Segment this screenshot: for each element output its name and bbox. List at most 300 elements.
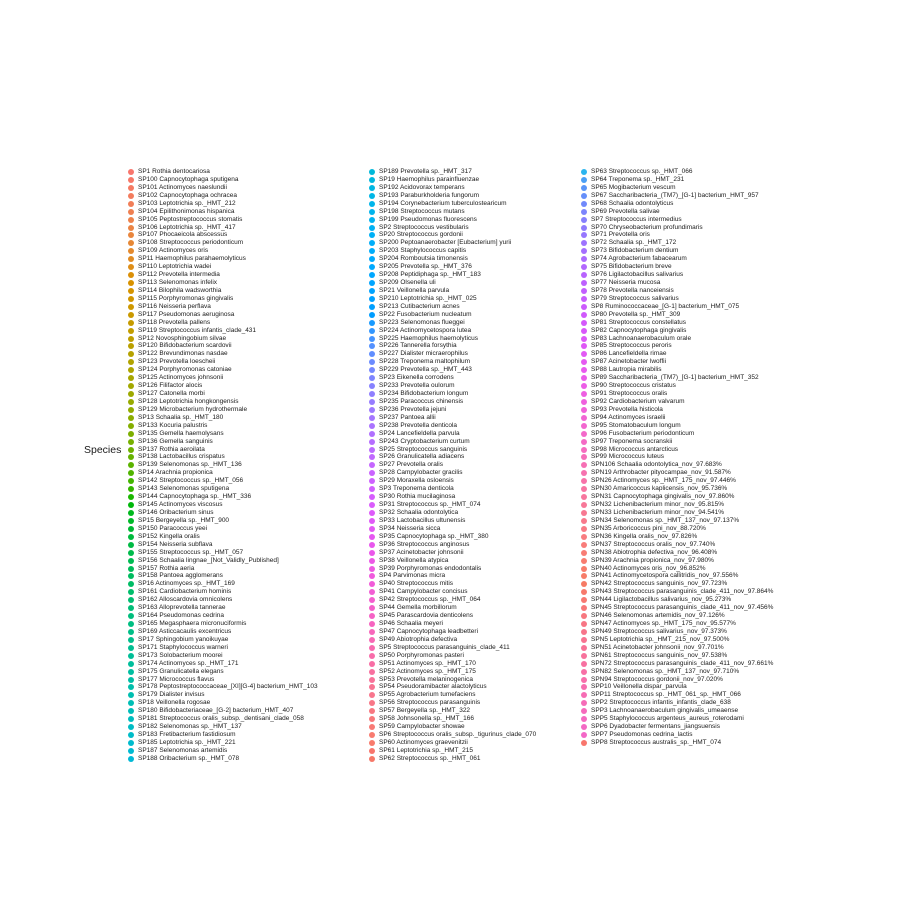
legend-color-key: [369, 272, 375, 278]
legend-color-key: [369, 336, 375, 342]
legend-color-key: [581, 518, 587, 524]
legend-color-key: [369, 621, 375, 627]
legend-label: SP88 Lautropia mirabilis: [591, 366, 662, 374]
legend-color-key: [369, 185, 375, 191]
legend-label: SP95 Stomatobaculum longum: [591, 421, 681, 429]
legend-color-key: [581, 637, 587, 643]
legend-label: SP192 Acidovorax temperans: [379, 183, 465, 191]
legend-color-key: [581, 684, 587, 690]
legend-label: SP61 Leptotrichia sp._HMT_215: [379, 746, 473, 754]
legend-color-key: [581, 359, 587, 365]
legend-color-key: [128, 399, 134, 405]
legend-label: SP56 Streptococcus parasanguinis: [379, 699, 481, 707]
legend-color-key: [128, 692, 134, 698]
legend-color-key: [128, 716, 134, 722]
legend-label: SPN36 Kingella oralis_nov_97.826%: [591, 532, 698, 540]
legend-color-key: [369, 431, 375, 437]
legend-color-key: [369, 581, 375, 587]
legend-label: SP234 Bifidobacterium longum: [379, 390, 469, 398]
legend-color-key: [369, 756, 375, 762]
legend-label: SP16 Actinomyces sp._HMT_169: [138, 580, 235, 588]
legend-color-key: [128, 209, 134, 215]
legend-label: SP110 Leptotrichia wadei: [138, 263, 212, 271]
legend-color-key: [128, 217, 134, 223]
legend-label: SP93 Prevotella histicola: [591, 405, 663, 413]
legend-color-key: [581, 621, 587, 627]
legend-label: SP223 Selenomonas flueggei: [379, 318, 465, 326]
legend-color-key: [128, 343, 134, 349]
legend-color-key: [369, 462, 375, 468]
legend-label: SP13 Schaalia sp._HMT_180: [138, 413, 224, 421]
legend-label: SPN49 Streptococcus salivarius_nov_97.373%: [591, 627, 727, 635]
legend-label: SP118 Prevotella pallens: [138, 318, 211, 326]
legend-color-key: [128, 320, 134, 326]
legend-color-key: [369, 542, 375, 548]
legend-label: SP146 Oribacterium sinus: [138, 508, 214, 516]
legend-color-key: [369, 740, 375, 746]
legend-color-key: [128, 296, 134, 302]
legend-color-key: [369, 169, 375, 175]
legend-label: SP64 Treponema sp._HMT_231: [591, 175, 685, 183]
legend-color-key: [369, 328, 375, 334]
legend-label: SP4 Parvimonas micra: [379, 572, 446, 580]
legend-label: SP181 Streptococcus oralis_subsp._dentisani_clade_058: [138, 715, 304, 723]
legend-color-key: [128, 510, 134, 516]
legend-color-key: [128, 669, 134, 675]
legend-label: SP200 Peptoanaerobacter [Eubacterium] yurii: [379, 239, 512, 247]
legend-color-key: [128, 185, 134, 191]
legend-color-key: [581, 708, 587, 714]
legend-color-key: [369, 613, 375, 619]
legend-color-key: [128, 312, 134, 318]
legend-color-key: [581, 201, 587, 207]
legend-color-key: [581, 573, 587, 579]
legend-color-key: [128, 550, 134, 556]
legend-label: SP55 Agrobacterium tumefaciens: [379, 691, 476, 699]
legend-color-key: [581, 724, 587, 730]
legend-color-key: [581, 716, 587, 722]
legend-label: SP136 Gemella sanguinis: [138, 437, 213, 445]
legend-label: SP193 Paraburkholderia fungorum: [379, 191, 480, 199]
legend-label: SP114 Bilophila wadsworthia: [138, 286, 222, 294]
legend-label: SP42 Streptococcus sp._HMT_064: [379, 596, 481, 604]
legend-label: SP31 Streptococcus sp._HMT_074: [379, 501, 481, 509]
legend-label: SP37 Acinetobacter johnsonii: [379, 548, 464, 556]
legend-color-key: [128, 280, 134, 286]
legend-label: SP189 Prevotella sp._HMT_317: [379, 168, 472, 175]
legend-color-key: [581, 502, 587, 508]
legend-label: SP122 Brevundimonas nasdae: [138, 350, 228, 358]
legend-label: SP194 Corynebacterium tuberculostearicum: [379, 199, 507, 207]
legend-color-key: [581, 581, 587, 587]
legend-label: SP12 Novosphingobium silvae: [138, 334, 227, 342]
legend-label: SP49 Abiotrophia defectiva: [379, 635, 458, 643]
legend-label: SPN26 Actinomyces sp._HMT_175_nov_97.446%: [591, 477, 736, 485]
legend-label: SP177 Micrococcus flavus: [138, 675, 215, 683]
legend-color-key: [369, 264, 375, 270]
legend-color-key: [128, 534, 134, 540]
legend-color-key: [581, 613, 587, 619]
legend-color-key: [128, 240, 134, 246]
legend-color-key: [128, 581, 134, 587]
legend-color-key: [581, 328, 587, 334]
legend-label: SPN39 Arachnia propionica_nov_97.980%: [591, 556, 714, 564]
legend-label: SP237 Pantoea allii: [379, 413, 436, 421]
legend-label: SP50 Porphyromonas pasteri: [379, 651, 464, 659]
legend-color-key: [369, 423, 375, 429]
legend-color-key: [581, 399, 587, 405]
legend-color-key: [369, 447, 375, 453]
legend-label: SP198 Streptococcus mutans: [379, 207, 465, 215]
legend-label: SP83 Lachnoanaerobaculum orale: [591, 334, 692, 342]
legend-label: SP182 Selenomonas sp._HMT_137: [138, 723, 242, 731]
legend-color-key: [369, 645, 375, 651]
legend-label: SP19 Haemophilus parainfluenzae: [379, 175, 480, 183]
legend-label: SP224 Actinomycetospora lutea: [379, 326, 472, 334]
legend-color-key: [128, 645, 134, 651]
legend-color-key: [128, 558, 134, 564]
legend-color-key: [369, 399, 375, 405]
legend-label: SPN61 Streptococcus sanguinis_nov_97.538%: [591, 651, 728, 659]
legend-label: SP227 Dialister micraerophilus: [379, 350, 468, 358]
legend-color-key: [128, 256, 134, 262]
legend-color-key: [369, 256, 375, 262]
legend-label: SP183 Fretibacterium fastidiosum: [138, 731, 236, 739]
legend-label: SP102 Capnocytophaga ochracea: [138, 191, 238, 199]
legend-color-key: [369, 669, 375, 675]
legend-label: SPN31 Capnocytophaga gingivalis_nov_97.860%: [591, 493, 735, 501]
legend-label: SP229 Prevotella sp._HMT_443: [379, 366, 472, 374]
legend-label: SP23 Eikenella corrodens: [379, 374, 454, 382]
legend-label: SP233 Prevotella oulorum: [379, 382, 455, 390]
legend-label: SP152 Kingella oralis: [138, 532, 200, 540]
legend-color-key: [128, 748, 134, 754]
legend-label: SP67 Saccharibacteria_(TM7)_[G-1] bacterium_HMT_957: [591, 191, 759, 199]
legend-label: SP105 Peptostreptococcus stomatis: [138, 215, 243, 223]
legend-label: SP142 Streptococcus sp._HMT_056: [138, 477, 244, 485]
legend-color-key: [128, 542, 134, 548]
legend-color-key: [369, 597, 375, 603]
legend-color-key: [128, 653, 134, 659]
legend-label: SP120 Bifidobacterium scardovii: [138, 342, 232, 350]
legend-color-key: [581, 597, 587, 603]
legend-label: SP33 Lactobacillus ultunensis: [379, 516, 466, 524]
legend-label: SP75 Bifidobacterium breve: [591, 263, 672, 271]
legend-color-key: [369, 232, 375, 238]
legend-item: [128, 755, 388, 763]
legend-color-key: [369, 225, 375, 231]
legend-color-key: [128, 431, 134, 437]
legend-color-key: [581, 312, 587, 318]
legend-color-key: [369, 304, 375, 310]
legend-label: SP112 Prevotella intermedia: [138, 271, 220, 279]
legend-label: SP5 Streptococcus parasanguinis_clade_411: [379, 643, 510, 651]
legend-label: SPN35 Arboricoccus pini_nov_88.720%: [591, 524, 706, 532]
legend-label: SP59 Campylobacter showae: [379, 723, 465, 731]
legend-color-key: [128, 201, 134, 207]
legend-color-key: [581, 248, 587, 254]
legend-color-key: [128, 375, 134, 381]
legend-label: SP179 Dialister invisus: [138, 691, 205, 699]
legend-color-key: [128, 756, 134, 762]
legend-label: SPN46 Selenomonas artemidis_nov_97.126%: [591, 612, 725, 620]
legend-color-key: [369, 312, 375, 318]
legend-label: SP46 Schaalia meyeri: [379, 620, 443, 627]
legend-color-key: [581, 272, 587, 278]
legend-label: SP92 Cardiobacterium valvarum: [591, 397, 685, 405]
legend-color-key: [128, 629, 134, 635]
legend-label: SP7 Streptococcus intermedius: [591, 215, 682, 223]
legend-label: SPN44 Ligilactobacillus salivarius_nov_95.273%: [591, 596, 732, 604]
legend-label: SP209 Olsenella uli: [379, 279, 436, 287]
legend-color-key: [369, 526, 375, 532]
legend-color-key: [128, 304, 134, 310]
legend-color-key: [581, 589, 587, 595]
legend-color-key: [128, 566, 134, 572]
legend-label: SPN51 Acinetobacter johnsonii_nov_97.701%: [591, 643, 724, 651]
legend-color-key: [581, 320, 587, 326]
legend-label: SP57 Bergeyella sp._HMT_322: [379, 707, 471, 715]
legend-color-key: [369, 359, 375, 365]
legend-label: SP154 Neisseria subflava: [138, 540, 213, 548]
legend-color-key: [581, 185, 587, 191]
legend-label: SP135 Gemella haemolysans: [138, 429, 224, 437]
legend-color-key: [369, 502, 375, 508]
legend-label: SP89 Saccharibacteria_(TM7)_[G-1] bacterium_HMT_352: [591, 374, 759, 382]
legend-color-key: [369, 439, 375, 445]
legend-color-key: [369, 217, 375, 223]
legend-color-key: [369, 700, 375, 706]
legend-label: SP65 Mogibacterium vescum: [591, 183, 676, 191]
legend-label: SP94 Actinomyces israelii: [591, 413, 666, 421]
legend-color-key: [128, 407, 134, 413]
legend-label: SP187 Selenomonas artemidis: [138, 746, 228, 754]
legend-color-key: [128, 526, 134, 532]
legend-title: Species: [84, 444, 122, 456]
legend-color-key: [369, 708, 375, 714]
legend-label: SP15 Bergeyella sp._HMT_900: [138, 516, 230, 524]
legend-label: SP213 Cutibacterium acnes: [379, 302, 460, 310]
legend-color-key: [369, 383, 375, 389]
legend-label: SPN19 Arthrobacter pityocampae_nov_91.587%: [591, 469, 731, 477]
legend-item: [369, 755, 629, 763]
legend-color-key: [581, 534, 587, 540]
legend-color-key: [128, 367, 134, 373]
legend-label: SP18 Veillonella rogosae: [138, 699, 211, 707]
legend-color-key: [581, 550, 587, 556]
legend-color-key: [369, 375, 375, 381]
legend-color-key: [581, 304, 587, 310]
legend-label: SP36 Streptococcus anginosus: [379, 540, 470, 548]
legend-label: SP22 Fusobacterium nucleatum: [379, 310, 472, 318]
legend-label: SP34 Neisseria sicca: [379, 524, 441, 532]
legend-label: SP99 Micrococcus luteus: [591, 453, 664, 461]
legend-color-key: [369, 209, 375, 215]
legend-color-key: [128, 264, 134, 270]
legend-label: SP60 Actinomyces graevenitzii: [379, 738, 468, 746]
legend-label: SPN30 Amaricoccus kaplicensis_nov_95.736%: [591, 485, 728, 493]
legend-color-key: [581, 669, 587, 675]
legend-label: SP29 Moraxella osloensis: [379, 477, 454, 485]
legend-label: SP155 Streptococcus sp._HMT_057: [138, 548, 244, 556]
legend-label: SP106 Leptotrichia sp._HMT_417: [138, 223, 236, 231]
legend-color-key: [128, 462, 134, 468]
legend-label: SP96 Fusobacterium periodonticum: [591, 429, 695, 437]
legend-color-key: [581, 351, 587, 357]
legend-color-key: [369, 470, 375, 476]
legend-color-key: [369, 454, 375, 460]
legend-color-key: [369, 629, 375, 635]
legend-color-key: [581, 343, 587, 349]
legend-color-key: [581, 454, 587, 460]
legend-label: SP35 Capnocytophaga sp._HMT_380: [379, 532, 489, 540]
legend-label: SPP2 Streptococcus infantis_infantis_clade_638: [591, 699, 731, 707]
legend-label: SP126 Filifactor alocis: [138, 382, 203, 390]
legend-label: SP137 Rothia aeroilata: [138, 445, 205, 453]
legend-label: SP124 Porphyromonas catoniae: [138, 366, 232, 374]
legend-label: SP108 Streptococcus periodonticum: [138, 239, 244, 247]
legend-label: SP109 Actinomyces oris: [138, 247, 209, 255]
legend-label: SPN47 Actinomyces sp._HMT_175_nov_95.577%: [591, 620, 736, 627]
legend-color-key: [581, 431, 587, 437]
legend-color-key: [369, 684, 375, 690]
legend-label: SPN33 Lichenibacterium minor_nov_94.541%: [591, 508, 724, 516]
legend-label: SP116 Neisseria perflava: [138, 302, 211, 310]
legend-color-key: [581, 391, 587, 397]
legend-label: SP171 Staphylococcus warneri: [138, 643, 228, 651]
legend-color-key: [128, 677, 134, 683]
legend-label: SP165 Megasphaera micronuciformis: [138, 620, 247, 627]
legend-color-key: [581, 700, 587, 706]
legend-label: SP235 Paracoccus chinensis: [379, 397, 464, 405]
legend-label: SP81 Streptococcus constellatus: [591, 318, 687, 326]
legend-label: SP14 Arachnia propionica: [138, 469, 213, 477]
legend-color-key: [128, 478, 134, 484]
legend-label: SP71 Prevotella oris: [591, 231, 650, 239]
legend-color-key: [369, 343, 375, 349]
legend-label: SP123 Prevotella loescheii: [138, 358, 216, 366]
legend-color-key: [369, 748, 375, 754]
legend-label: SP86 Lancefieldella rimae: [591, 350, 667, 358]
legend-color-key: [581, 661, 587, 667]
legend-color-key: [369, 653, 375, 659]
legend-label: SP32 Schaalia odontolytica: [379, 508, 459, 516]
legend-label: SP156 Schaalia lingnae_[Not_Validly_Published]: [138, 556, 279, 564]
legend-color-key: [581, 447, 587, 453]
legend-label: SP139 Selenomonas sp._HMT_136: [138, 461, 242, 469]
legend-label: SPP5 Staphylococcus argenteus_aureus_roterodami: [591, 715, 744, 723]
legend-label: SP238 Prevotella denticola: [379, 421, 458, 429]
legend-label: SPP10 Veillonella dispar_parvula: [591, 683, 687, 691]
legend-color-key: [581, 439, 587, 445]
legend-label: SP40 Streptococcus mitis: [379, 580, 454, 588]
legend-label: SP80 Prevotella sp._HMT_309: [591, 310, 681, 318]
legend-label: SP70 Chryseobacterium profundimaris: [591, 223, 703, 231]
legend-color-key: [128, 597, 134, 603]
legend-label: SPN32 Lichenibacterium minor_nov_95.815%: [591, 501, 724, 509]
legend-color-key: [581, 264, 587, 270]
legend-label: SP144 Capnocytophaga sp._HMT_336: [138, 493, 252, 501]
legend-label: SP143 Selenomonas sputigena: [138, 485, 230, 493]
legend-label: SP103 Leptotrichia sp._HMT_212: [138, 199, 236, 207]
legend-color-key: [581, 740, 587, 746]
legend-label: SPN38 Abiotrophia defectiva_nov_96.408%: [591, 548, 718, 556]
legend-label: SP225 Haemophilus haemolyticus: [379, 334, 478, 342]
legend-label: SPP6 Dyadobacter fermentans_jiangsuensis: [591, 723, 720, 731]
legend-color-key: [369, 573, 375, 579]
legend-color-key: [581, 240, 587, 246]
legend-label: SPN106 Schaalia odontolytica_nov_97.683%: [591, 461, 722, 469]
legend-color-key: [581, 542, 587, 548]
legend-label: SP164 Pseudomonas cedrina: [138, 612, 225, 620]
legend-color-key: [128, 573, 134, 579]
legend-label: SP125 Actinomyces johnsonii: [138, 374, 224, 382]
legend-color-key: [581, 256, 587, 262]
legend-label: SP58 Johnsonella sp._HMT_166: [379, 715, 475, 723]
legend-label: SP119 Streptococcus infantis_clade_431: [138, 326, 257, 334]
legend-color-key: [128, 232, 134, 238]
legend-color-key: [369, 692, 375, 698]
legend-label: SP178 Peptostreptococcaceae_[XI][G-4] bacterium_HMT_103: [138, 683, 318, 691]
legend-label: SP30 Rothia mucilaginosa: [379, 493, 456, 501]
legend-label: SP51 Actinomyces sp._HMT_170: [379, 659, 476, 667]
legend-color-key: [581, 177, 587, 183]
legend-label: SP45 Parascardovia denticolens: [379, 612, 473, 620]
legend-label: SPN40 Actinomyces oris_nov_96.852%: [591, 564, 706, 572]
legend-label: SPN72 Streptococcus parasanguinis_clade_411_nov_97.661%: [591, 659, 774, 667]
legend-color-key: [369, 732, 375, 738]
legend-color-key: [128, 177, 134, 183]
legend-label: SPN45 Streptococcus parasanguinis_clade_411_nov_97.456%: [591, 604, 774, 612]
legend-label: SP62 Streptococcus sp._HMT_061: [379, 754, 481, 762]
legend-color-key: [128, 661, 134, 667]
legend-color-key: [369, 201, 375, 207]
legend-label: SP17 Sphingobium yanoikuyae: [138, 635, 229, 643]
legend-label: SP54 Pseudoramibacter alactolyticus: [379, 683, 487, 691]
legend-label: SP98 Micrococcus antarcticus: [591, 445, 679, 453]
legend-color-key: [369, 486, 375, 492]
legend-color-key: [369, 391, 375, 397]
legend-color-key: [369, 550, 375, 556]
legend-color-key: [581, 169, 587, 175]
legend-color-key: [581, 478, 587, 484]
legend-label: SP145 Actinomyces viscosus: [138, 501, 223, 509]
legend-color-key: [128, 328, 134, 334]
legend-label: SPP3 Lachnoanaerobaculum gingivalis_umeaense: [591, 707, 739, 715]
legend-color-key: [128, 383, 134, 389]
legend-color-key: [369, 534, 375, 540]
legend-color-key: [369, 415, 375, 421]
legend-label: SP175 Granulicatella elegans: [138, 667, 224, 675]
legend-label: SP161 Cardiobacterium hominis: [138, 588, 232, 596]
legend-color-key: [128, 415, 134, 421]
legend-label: SP38 Veillonella atypica: [379, 556, 449, 564]
legend-label: SP199 Pseudomonas fluorescens: [379, 215, 477, 223]
legend-color-key: [581, 692, 587, 698]
legend-color-key: [369, 177, 375, 183]
legend-color-key: [128, 700, 134, 706]
legend-color-key: [581, 336, 587, 342]
legend-label: SP76 Ligilactobacillus salivarius: [591, 271, 684, 279]
legend-label: SPP8 Streptococcus australis_sp._HMT_074: [591, 738, 722, 746]
legend-label: SP73 Bifidobacterium dentium: [591, 247, 679, 255]
legend-label: SP11 Haemophilus parahaemolyticus: [138, 255, 246, 263]
legend-label: SP128 Leptotrichia hongkongensis: [138, 397, 239, 405]
legend-label: SP26 Granulicatella adiacens: [379, 453, 465, 461]
legend-color-key: [128, 494, 134, 500]
legend-label: SPP11 Streptococcus sp._HMT_061_sp._HMT_066: [591, 691, 741, 699]
legend-color-key: [581, 225, 587, 231]
